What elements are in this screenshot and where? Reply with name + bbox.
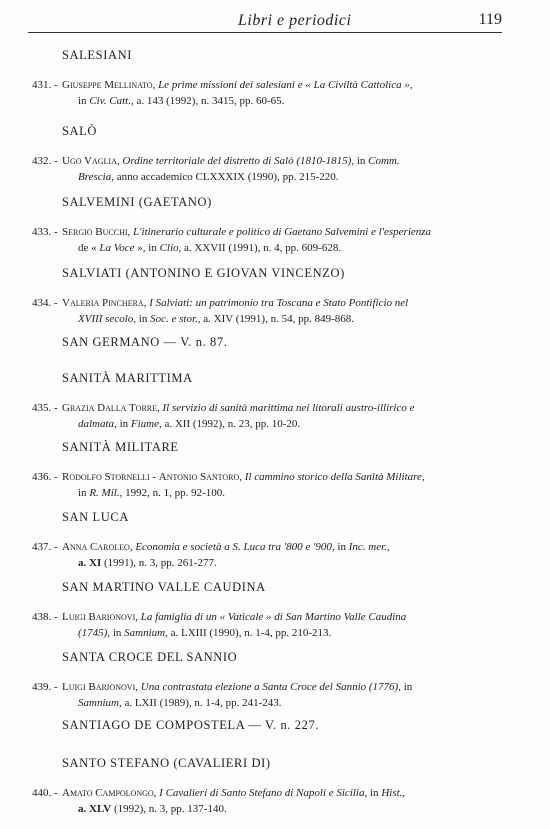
- bibliography-entry: [0, 785, 550, 817]
- entry-first-line: [0, 400, 550, 416]
- section-heading: SALVEMINI (GAETANO): [62, 195, 212, 209]
- entry-segment: Clio: [159, 242, 179, 254]
- entry-segment: Ugo Vaglia: [62, 155, 117, 167]
- section-heading: SANTO STEFANO (CAVALIERI DI): [62, 756, 271, 770]
- entry-first-line: [0, 469, 550, 485]
- entry-first-line: [0, 785, 550, 801]
- entry-segment: Luigi Barionovi: [62, 611, 136, 623]
- section-block: [0, 195, 550, 256]
- entry-second-line: [0, 555, 550, 571]
- section-block: [0, 266, 550, 327]
- section-block: [0, 510, 550, 571]
- entry-segment: Le prime missioni dei salesiani e « La Civiltà Cattolica »: [158, 79, 410, 91]
- entry-segment: , in: [364, 787, 382, 799]
- section-heading: SALVIATI (ANTONINO E GIOVAN VINCENZO): [62, 266, 345, 280]
- entry-second-line: [0, 240, 550, 256]
- entry-text-line2: [78, 416, 300, 432]
- entry-number: 432. -: [32, 155, 58, 167]
- entry-segment: Luigi Barionovi: [62, 681, 136, 693]
- entry-segment: , anno accademico CLXXXIX (1990), pp. 215-220.: [111, 171, 339, 183]
- entry-segment: ,: [153, 787, 160, 799]
- header-rule: [28, 32, 502, 33]
- entry-second-line: [0, 93, 550, 109]
- entry-segment: La famiglia di un « Vaticale » di San Martino Valle Caudina: [140, 611, 407, 623]
- entry-segment: I Salviati: un patrimonio tra Toscana e Stato Pontificio nel: [149, 297, 409, 309]
- entry-number: 431. -: [32, 79, 58, 91]
- entry-text-line1: [62, 400, 415, 416]
- entry-segment: I Cavalieri di Santo Stefano di Napoli e Sicilia: [159, 787, 365, 799]
- entry-segment: ,: [129, 541, 136, 553]
- entry-text-line1: [62, 153, 400, 169]
- entry-segment: ,: [239, 471, 245, 483]
- running-title: Libri e periodici: [238, 12, 352, 29]
- entry-second-line: [0, 485, 550, 501]
- section-block: [0, 440, 550, 501]
- entry-segment: -: [149, 471, 159, 483]
- running-head: [28, 8, 502, 32]
- entry-first-line: [0, 224, 550, 240]
- entry-segment: Anna Caroleo: [62, 541, 130, 553]
- entry-first-line: [0, 609, 550, 625]
- entry-first-line: [0, 295, 550, 311]
- entry-segment: XVIII secolo: [78, 313, 134, 325]
- entry-segment: (1991), n. 3, pp. 261-277.: [101, 557, 217, 569]
- section-block: [0, 718, 550, 733]
- entry-segment: Soc. e stor.: [150, 313, 198, 325]
- entry-segment: , a. XIV (1991), n. 54, pp. 849-868.: [197, 313, 354, 325]
- entry-segment: Comm.: [368, 155, 400, 167]
- entry-text-line1: [62, 77, 413, 93]
- bibliography-entry: [0, 295, 550, 327]
- entry-text-line2: [78, 485, 225, 501]
- entry-segment: Amato Campolongo: [62, 787, 154, 799]
- entry-second-line: [0, 695, 550, 711]
- entry-segment: , in: [133, 313, 151, 325]
- entry-segment: Inc. mer.: [348, 541, 387, 553]
- section-block: [0, 580, 550, 641]
- entry-segment: Il servizio di sanità marittima nei litorali austro-illirico e: [162, 402, 415, 414]
- entry-segment: in: [78, 95, 90, 107]
- bibliography-entry: [0, 469, 550, 501]
- entry-segment: Civ. Catt.: [89, 95, 131, 107]
- entry-text-line2: [78, 169, 338, 185]
- entry-text-line1: [62, 224, 431, 240]
- entry-second-line: [0, 169, 550, 185]
- section-heading: SAN MARTINO VALLE CAUDINA: [62, 580, 266, 594]
- bibliography-entry: [0, 609, 550, 641]
- entry-segment: ,: [143, 297, 150, 309]
- entry-first-line: [0, 77, 550, 93]
- entry-text-line2: [78, 555, 217, 571]
- section-block: [0, 371, 550, 432]
- entry-segment: Fiume: [130, 418, 159, 430]
- entry-segment: Rodolfo Stornelli: [62, 471, 150, 483]
- section-heading: SANTA CROCE DEL SANNIO: [62, 650, 238, 664]
- bibliography-entry: [0, 153, 550, 185]
- section-heading: SALESIANI: [62, 48, 132, 62]
- entry-text-line1: [62, 295, 408, 311]
- entry-segment: Samnium: [124, 627, 166, 639]
- entry-number: 439. -: [32, 681, 58, 693]
- entry-text-line2: [78, 311, 354, 327]
- entry-segment: ,: [421, 471, 425, 483]
- entry-text-line2: [78, 695, 281, 711]
- entry-segment: in: [78, 487, 90, 499]
- section-block: [0, 650, 550, 711]
- entry-text-line1: [62, 539, 390, 555]
- entry-segment: La Voce: [99, 242, 135, 254]
- entry-number: 433. -: [32, 226, 58, 238]
- entry-segment: Sergio Bucchi: [62, 226, 128, 238]
- entry-segment: , in: [351, 155, 369, 167]
- entry-segment: , a. LXII (1989), n. 1-4, pp. 241-243.: [118, 697, 282, 709]
- entry-segment: , in: [114, 418, 131, 430]
- entry-segment: ,: [386, 541, 390, 553]
- bibliography-entry: [0, 400, 550, 432]
- page-number: 119: [478, 11, 502, 28]
- entry-text-line1: [62, 679, 412, 695]
- section-block: [0, 335, 550, 350]
- entry-segment: , a. LXIII (1990), n. 1-4, pp. 210-213.: [165, 627, 332, 639]
- bibliography-entry: [0, 77, 550, 109]
- entry-text-line1: [62, 469, 425, 485]
- entry-first-line: [0, 539, 550, 555]
- section-heading: SANITÀ MARITTIMA: [62, 371, 193, 385]
- entry-segment: (1745): [78, 627, 108, 639]
- entry-number: 440. -: [32, 787, 58, 799]
- entry-number: 436. -: [32, 471, 58, 483]
- entry-segment: ,: [157, 402, 163, 414]
- section-heading: SALÒ: [62, 124, 98, 138]
- entry-segment: ,: [409, 79, 413, 91]
- entry-segment: , in: [331, 541, 349, 553]
- entry-segment: Grazia Dalla Torre: [62, 402, 158, 414]
- entry-segment: de «: [78, 242, 100, 254]
- entry-text-line2: [78, 801, 227, 817]
- entry-number: 434. -: [32, 297, 58, 309]
- entry-segment: , in: [398, 681, 413, 693]
- section-block: [0, 756, 550, 817]
- entry-segment: ,: [116, 155, 123, 167]
- entry-text-line1: [62, 609, 406, 625]
- section-block: [0, 124, 550, 185]
- entry-segment: Economia e società a S. Luca tra '800 e '900: [135, 541, 332, 553]
- section-heading: SANITÀ MILITARE: [62, 440, 179, 454]
- entry-number: 438. -: [32, 611, 58, 623]
- entry-text-line2: [78, 240, 341, 256]
- bibliography-entry: [0, 224, 550, 256]
- bibliography-entry: [0, 679, 550, 711]
- section-block: [0, 48, 550, 109]
- entry-segment: L'itinerario culturale e politico di Gaetano Salvemini e l'esperienza: [133, 226, 432, 238]
- entry-segment: a. XI: [78, 557, 102, 569]
- section-heading: SAN GERMANO — V. n. 87.: [62, 335, 228, 349]
- entry-segment: », in: [134, 242, 160, 254]
- entry-text-line2: [78, 625, 331, 641]
- entry-segment: Valeria Pinchera: [62, 297, 144, 309]
- entry-segment: ,: [135, 681, 141, 693]
- entry-segment: , a. XII (1992), n. 23, pp. 10-20.: [158, 418, 301, 430]
- entry-segment: ,: [402, 787, 406, 799]
- entry-segment: , a. 143 (1992), n. 3415, pp. 60-65.: [130, 95, 285, 107]
- entry-segment: R. Mil.: [89, 487, 120, 499]
- entry-number: 435. -: [32, 402, 58, 414]
- section-heading: SAN LUCA: [62, 510, 129, 524]
- entry-text-line2: [78, 93, 284, 109]
- entry-segment: Hist.: [381, 787, 403, 799]
- entry-second-line: [0, 801, 550, 817]
- entry-first-line: [0, 679, 550, 695]
- entry-segment: dalmata: [78, 418, 115, 430]
- entry-segment: Una contrastata elezione a Santa Croce del Sannio (1776): [140, 681, 399, 693]
- entry-segment: Brescia: [78, 171, 112, 183]
- entry-number: 437. -: [32, 541, 58, 553]
- bibliography-entry: [0, 539, 550, 571]
- entry-segment: Giuseppe Mellinato: [62, 79, 153, 91]
- entry-segment: ,: [135, 611, 141, 623]
- entry-segment: Antonio Santoro: [158, 471, 240, 483]
- entry-segment: Samnium: [78, 697, 119, 709]
- entry-second-line: [0, 625, 550, 641]
- entry-segment: Ordine territoriale del distretto di Salò (1810-1815): [122, 155, 352, 167]
- entry-second-line: [0, 311, 550, 327]
- entry-segment: , in: [107, 627, 125, 639]
- entry-segment: (1992), n. 3, pp. 137-140.: [111, 803, 227, 815]
- entry-first-line: [0, 153, 550, 169]
- entry-segment: a. XLV: [78, 803, 112, 815]
- entry-segment: ,: [127, 226, 134, 238]
- entry-segment: , 1992, n. 1, pp. 92-100.: [119, 487, 225, 499]
- entry-segment: Il cammino storico della Sanità Militare: [244, 471, 422, 483]
- entry-segment: , a. XXVII (1991), n. 4, pp. 609-628.: [178, 242, 342, 254]
- entry-segment: ,: [152, 79, 159, 91]
- entry-text-line1: [62, 785, 405, 801]
- section-heading: SANTIAGO DE COMPOSTELA — V. n. 227.: [62, 718, 320, 732]
- entry-second-line: [0, 416, 550, 432]
